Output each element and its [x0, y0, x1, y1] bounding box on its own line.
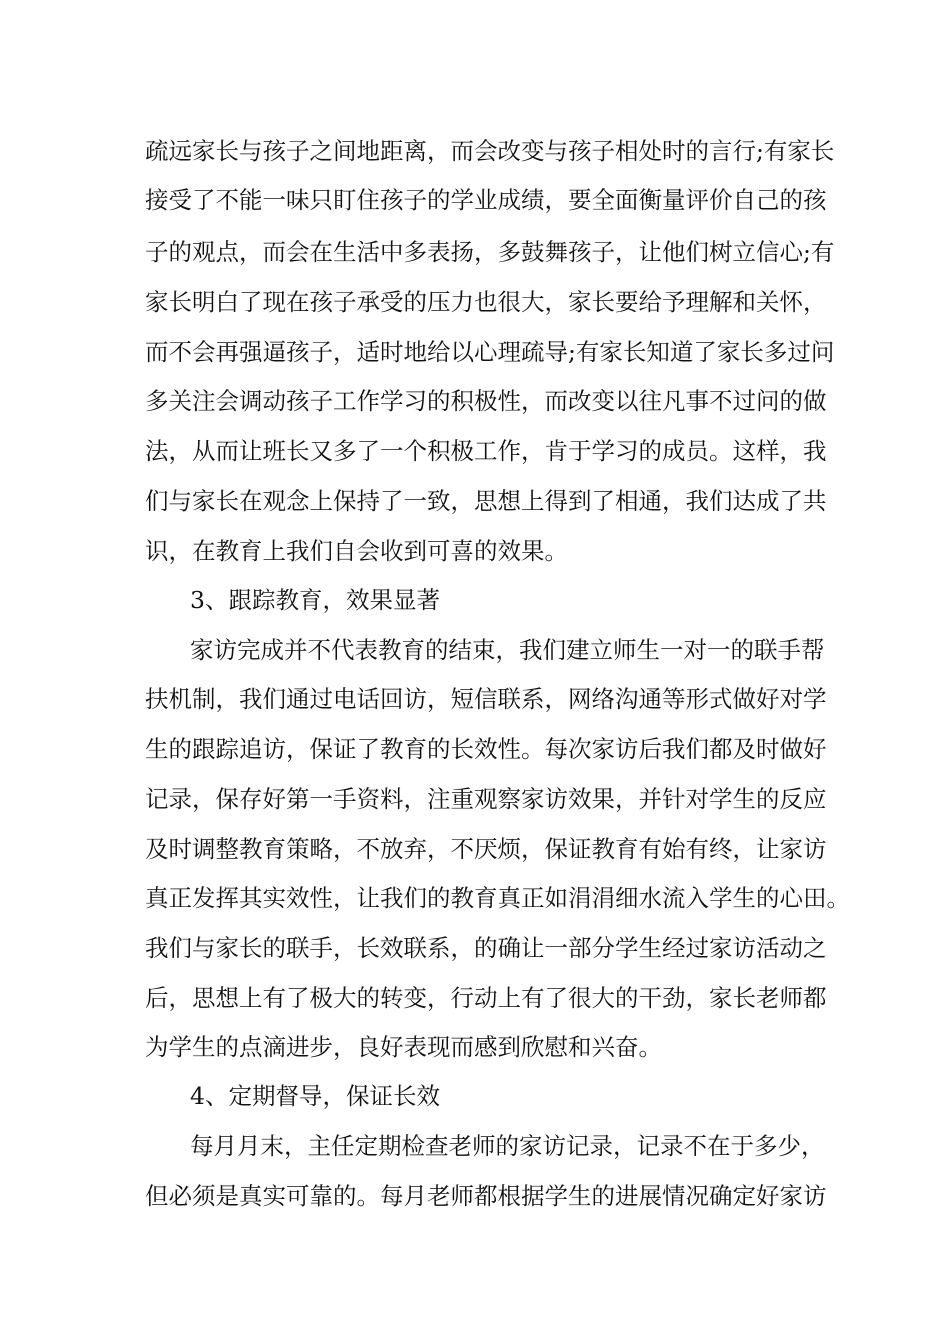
text-line: 法，从而让班长又多了一个积极工作，肯于学习的成员。这样，我: [145, 437, 827, 465]
text-line: 疏远家长与孩子之间地距离，而会改变与孩子相处时的言行;有家长: [145, 137, 835, 165]
text-line: 子的观点，而会在生活中多表扬，多鼓舞孩子，让他们树立信心;有: [145, 238, 835, 266]
text-line: 为学生的点滴进步，良好表现而感到欣慰和兴奋。: [145, 1033, 662, 1061]
text-line: 家访完成并不代表教育的结束，我们建立师生一对一的联手帮: [190, 636, 825, 664]
text-line: 但必须是真实可靠的。每月老师都根据学生的进展情况确定好家访: [145, 1182, 827, 1210]
text-line: 家长明白了现在孩子承受的压力也很大，家长要给予理解和关怀，: [145, 288, 827, 316]
text-line: 每月月末，主任定期检查老师的家访记录，记录不在于多少，: [190, 1132, 825, 1160]
text-line: 真正发挥其实效性，让我们的教育真正如涓涓细水流入学生的心田。: [145, 884, 850, 912]
text-line: 识，在教育上我们自会收到可喜的效果。: [145, 537, 568, 565]
text-line: 及时调整教育策略，不放弃，不厌烦，保证教育有始有终，让家访: [145, 835, 827, 863]
text-line: 接受了不能一味只盯住孩子的学业成绩，要全面衡量评价自己的孩: [145, 186, 827, 214]
text-line: 多关注会调动孩子工作学习的积极性，而改变以往凡事不过问的做: [145, 387, 827, 415]
text-line: 后，思想上有了极大的转变，行动上有了很大的干劲，家长老师都: [145, 984, 827, 1012]
text-line: 扶机制，我们通过电话回访，短信联系，网络沟通等形式做好对学: [145, 685, 827, 713]
section-heading: 3、跟踪教育，效果显著: [190, 586, 440, 614]
section-heading: 4、定期督导，保证长效: [190, 1082, 440, 1110]
text-line: 我们与家长的联手，长效联系，的确让一部分学生经过家访活动之: [145, 934, 827, 962]
text-line: 记录，保存好第一手资料，注重观察家访效果，并针对学生的反应: [145, 785, 827, 813]
text-line: 们与家长在观念上保持了一致，思想上得到了相通，我们达成了共: [145, 487, 827, 515]
text-line: 而不会再强逼孩子，适时地给以心理疏导;有家长知道了家长多过问: [145, 338, 835, 366]
text-line: 生的跟踪追访，保证了教育的长效性。每次家访后我们都及时做好: [145, 735, 827, 763]
